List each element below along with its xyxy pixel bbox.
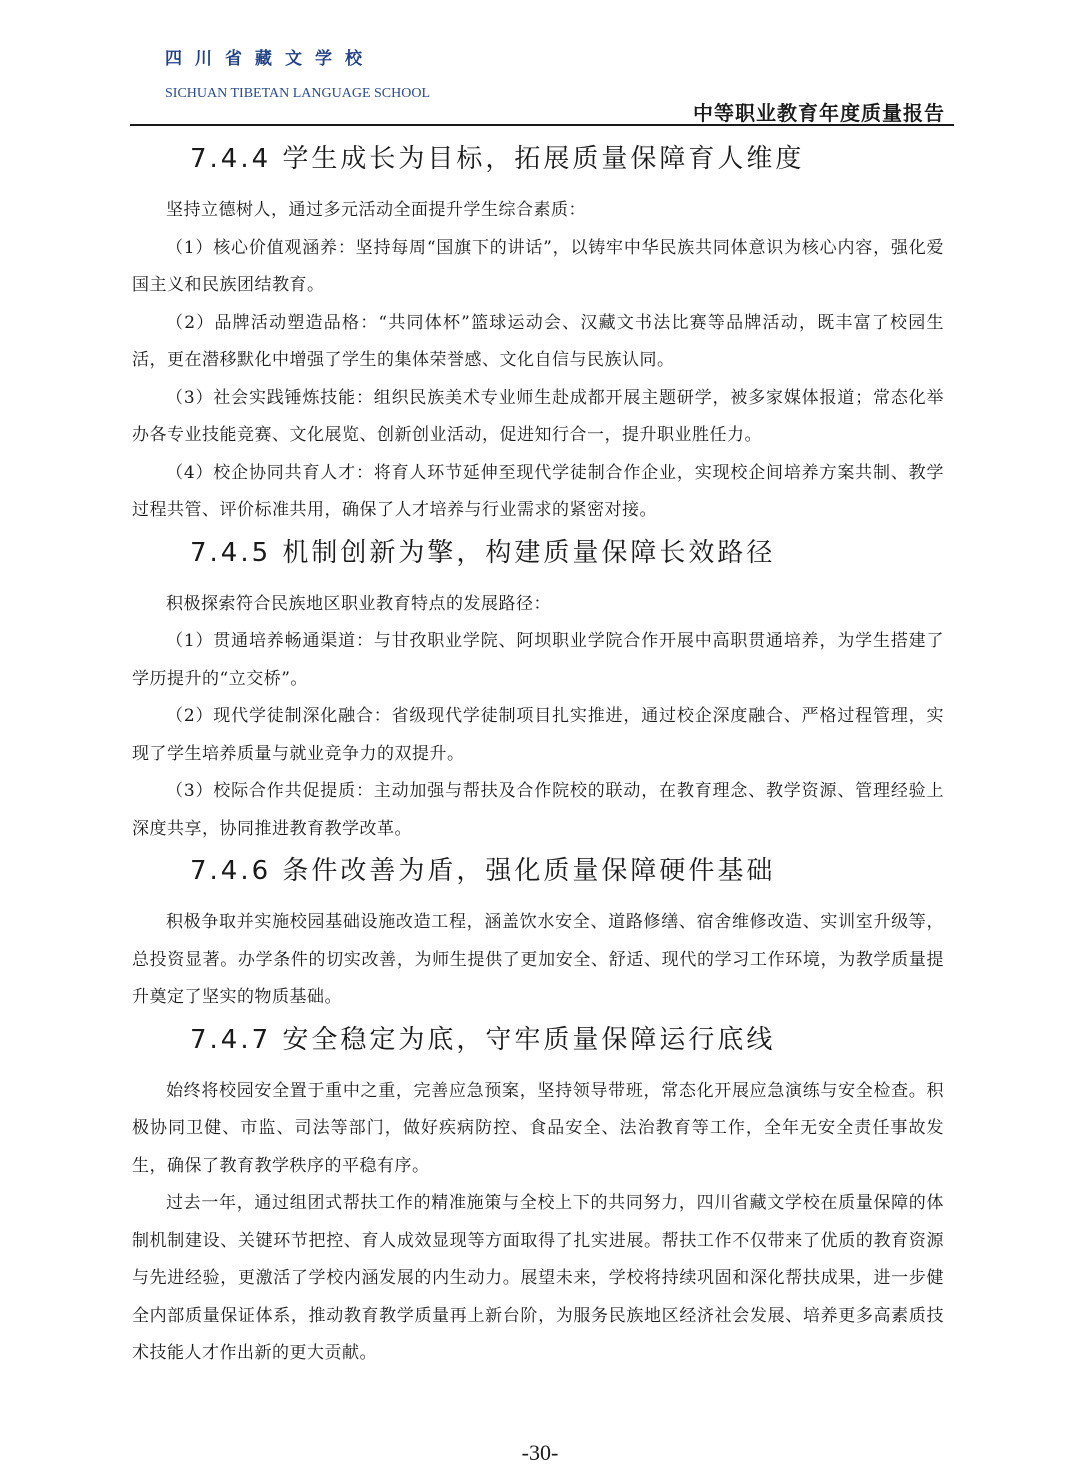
paragraph: 积极探索符合民族地区职业教育特点的发展路径： xyxy=(166,593,551,614)
section-heading: 7.4.6 条件改善为盾，强化质量保障硬件基础 xyxy=(190,856,776,886)
section-7-4-5 xyxy=(132,530,944,849)
paragraph: （3）社会实践锤炼技能：组织民族美术专业师生赴成都开展主题研学，被多家媒体报道；常态化举办各专业技能竞赛、文化展览、创新创业活动，促进知行合一，提升职业胜任力。 xyxy=(132,387,944,445)
paragraph: 过去一年，通过组团式帮扶工作的精准施策与全校上下的共同努力，四川省藏文学校在质量保障的体制机制建设、关键环节把控、育人成效显现等方面取得了扎实进展。帮扶工作不仅带来了优质的教育资源与先进经验，更激活了学校内涵发展的内生动力。展望未来，学校将持续巩固和深化帮扶成果，进一步健全内部质量保证体系，推动教育教学质量再上新台阶，为服务民族地区经济社会发展、培养更多高素质技术技能人才作出新的更大贡献。 xyxy=(132,1193,944,1363)
paragraph: （4）校企协同共育人才：将育人环节延伸至现代学徒制合作企业，实现校企间培养方案共制、教学过程共管、评价标准共用，确保了人才培养与行业需求的紧密对接。 xyxy=(132,462,944,520)
section-7-4-6 xyxy=(132,848,944,1017)
paragraph: （1）贯通培养畅通渠道：与甘孜职业学院、阿坝职业学院合作开展中高职贯通培养，为学生搭建了学历提升的“立交桥”。 xyxy=(132,631,944,689)
page-content xyxy=(132,136,944,1373)
paragraph: 坚持立德树人，通过多元活动全面提升学生综合素质： xyxy=(166,200,586,220)
section-heading: 7.4.7 安全稳定为底，守牢质量保障运行底线 xyxy=(190,1024,776,1055)
section-7-4-4 xyxy=(132,136,944,530)
school-name-cn: 四川省藏文学校 xyxy=(165,49,375,69)
section-7-4-7 xyxy=(132,1017,944,1373)
page-number: -30- xyxy=(521,1440,559,1465)
paragraph: 积极争取并实施校园基础设施改造工程，涵盖饮水安全、道路修缮、宿舍维修改造、实训室升级等，总投资显著。办学条件的切实改善，为师生提供了更加安全、舒适、现代的学习工作环境，为教学质量提升奠定了坚实的物质基础。 xyxy=(132,912,944,1007)
paragraph: （1）核心价值观涵养：坚持每周“国旗下的讲话”，以铸牢中华民族共同体意识为核心内容，强化爱国主义和民族团结教育。 xyxy=(132,237,944,295)
report-title: 中等职业教育年度质量报告 xyxy=(693,101,945,125)
section-heading: 7.4.4 学生成长为目标，拓展质量保障育人维度 xyxy=(190,144,805,174)
section-heading: 7.4.5 机制创新为擎，构建质量保障长效路径 xyxy=(190,537,776,568)
paragraph: （3）校际合作共促提质：主动加强与帮扶及合作院校的联动，在教育理念、教学资源、管理经验上深度共享，协同推进教育教学改革。 xyxy=(132,781,944,839)
header-divider xyxy=(130,124,954,126)
paragraph: （2）现代学徒制深化融合：省级现代学徒制项目扎实推进，通过校企深度融合、严格过程管理，实现了学生培养质量与就业竞争力的双提升。 xyxy=(132,706,944,764)
paragraph: 始终将校园安全置于重中之重，完善应急预案，坚持领导带班，常态化开展应急演练与安全检查。积极协同卫健、市监、司法等部门，做好疾病防控、食品安全、法治教育等工作，全年无安全责任事故发生，确保了教育教学秩序的平稳有序。 xyxy=(132,1080,944,1176)
school-name-en: SICHUAN TIBETAN LANGUAGE SCHOOL xyxy=(165,86,431,101)
paragraph: （2）品牌活动塑造品格：“共同体杯”篮球运动会、汉藏文书法比赛等品牌活动，既丰富了校园生活，更在潜移默化中增强了学生的集体荣誉感、文化自信与民族认同。 xyxy=(132,312,944,370)
